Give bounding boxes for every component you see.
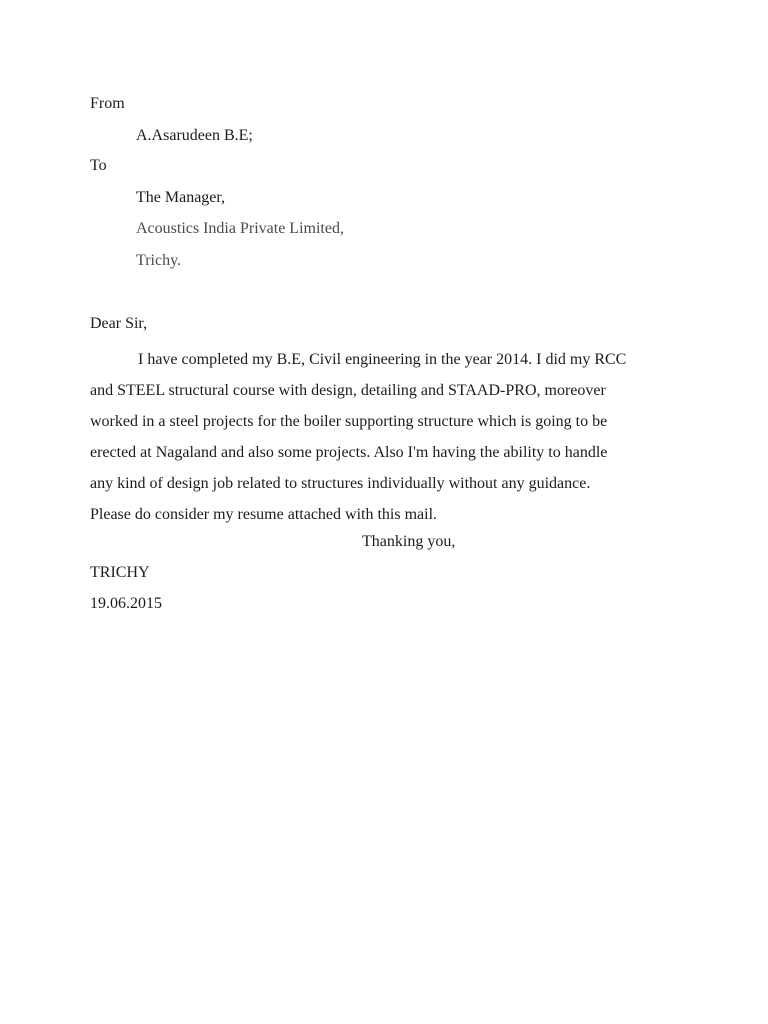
body-line: worked in a steel projects for the boiler supporting structure which is going to be (90, 413, 608, 430)
recipient-city: Trichy. (136, 252, 182, 269)
body-line: I have completed my B.E, Civil engineering in the year 2014. I did my RCC (138, 351, 627, 368)
date: 19.06.2015 (90, 595, 162, 612)
recipient-company: Acoustics India Private Limited, (136, 220, 344, 237)
body-line: erected at Nagaland and also some projects. Also I'm having the ability to handle (90, 444, 608, 461)
closing: Thanking you, (362, 533, 456, 550)
body-line: any kind of design job related to structures individually without any guidance. (90, 475, 591, 492)
sender-name: A.Asarudeen B.E; (136, 127, 253, 144)
salutation: Dear Sir, (90, 315, 148, 332)
to-label: To (90, 157, 107, 174)
body-line: and STEEL structural course with design, detailing and STAAD-PRO, moreover (90, 382, 606, 399)
recipient-title: The Manager, (136, 189, 226, 206)
from-label: From (90, 95, 125, 112)
place: TRICHY (90, 564, 150, 581)
letter-body (90, 344, 690, 530)
body-line: Please do consider my resume attached with this mail. (90, 506, 438, 523)
